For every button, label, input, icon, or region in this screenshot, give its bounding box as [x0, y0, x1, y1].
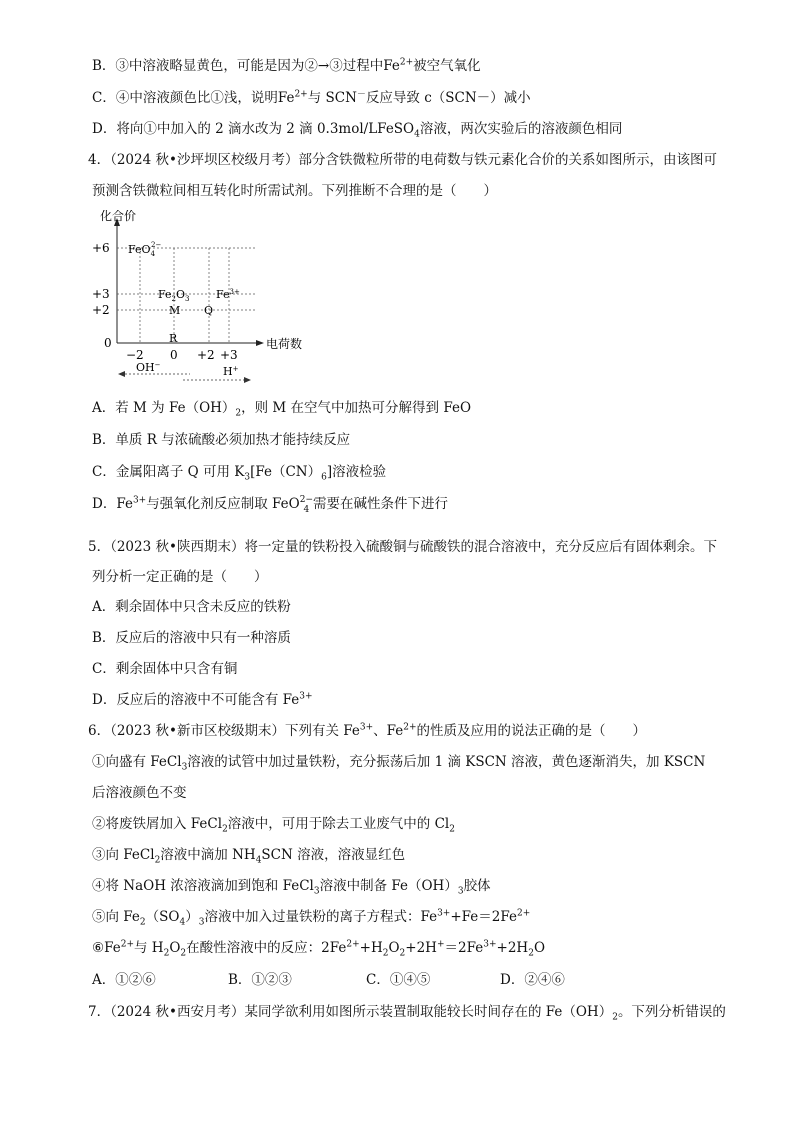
sup: 2+ — [294, 89, 308, 100]
sup: 2− — [299, 494, 313, 505]
sup: 3+ — [359, 722, 374, 733]
oh-label — [136, 361, 161, 374]
sup: 2+ — [346, 939, 360, 950]
q6-statement-5 — [92, 907, 530, 927]
sub: 2 — [222, 824, 228, 835]
q4-option-d-mid: 与强氧化剂反应制取 — [146, 496, 268, 512]
sup: + — [436, 939, 445, 950]
feo4-label: FeO — [128, 243, 151, 256]
sub: 2 — [139, 917, 146, 928]
sub: 3 — [457, 886, 464, 897]
sub: 2 — [612, 1012, 618, 1023]
q6-stem-c: 的性质及应用的说法正确的是（ ） — [416, 723, 647, 739]
y-tick-2: +2 — [92, 303, 110, 317]
s6d: 在酸性溶液中的反应：2Fe — [186, 940, 347, 956]
x-tick-plus2: +2 — [197, 348, 215, 362]
q6-statement-2 — [92, 814, 455, 834]
point-fe3 — [216, 288, 240, 301]
q4-option-d — [92, 494, 448, 515]
q4-option-c-tail: ]溶液检验 — [326, 464, 387, 480]
q6-statement-1 — [92, 752, 705, 772]
q3-option-c-text: C．④中溶液颜色比①浅，说明Fe — [92, 90, 295, 106]
s6e: +H — [359, 940, 383, 956]
valence-charge-diagram — [90, 210, 330, 385]
s1a: ①向盛有 FeCl — [92, 754, 182, 770]
q6-statement-4 — [92, 876, 491, 896]
sub: 2 — [382, 948, 389, 959]
sub: 3 — [185, 295, 190, 303]
q4-option-c — [92, 462, 386, 482]
h-label — [223, 365, 239, 378]
h-arrow-head — [244, 377, 251, 383]
q3-option-c-tail: 反应导致 c（SCN－）减小 — [365, 90, 531, 106]
q5-option-a: A．剩余固体中只含未反应的铁粉 — [92, 599, 291, 615]
sup: 2− — [151, 241, 162, 249]
fe2o3-fe: Fe — [158, 288, 172, 301]
x-axis-arrow — [256, 340, 264, 346]
sub: 2 — [171, 295, 177, 303]
q6-stem — [88, 721, 646, 741]
q6-statement-6 — [92, 938, 545, 958]
q4-option-a — [92, 398, 471, 418]
sub: 3 — [244, 472, 251, 483]
h-text: H — [223, 365, 233, 378]
sub: 3 — [181, 762, 188, 773]
sub: 2 — [180, 948, 187, 959]
oh-text: OH — [136, 361, 155, 374]
sup: － — [356, 89, 366, 100]
q4-option-c-mid: [Fe（CN） — [250, 464, 322, 480]
sup: + — [232, 365, 239, 373]
q3-option-b-tail: 被空气氧化 — [413, 58, 481, 74]
q5-stem-line1: 5．（2023 秋•陕西期末）将一定量的铁粉投入硫酸铜与硫酸铁的混合溶液中，充分反应后有固体剩余。下 — [88, 539, 717, 555]
q3-option-c-mid: 与 SCN — [307, 90, 357, 106]
sub: 2 — [399, 948, 406, 959]
q4-option-c-text: C．金属阳离子 Q 可用 K — [92, 464, 245, 480]
sub: 4 — [179, 917, 186, 928]
fe2o3-o: O — [176, 288, 186, 301]
s6f: O — [388, 940, 400, 956]
sub: 2 — [154, 855, 161, 866]
s6h: ＝2Fe — [444, 940, 484, 956]
y-tick-0: 0 — [104, 336, 112, 350]
sup: − — [154, 361, 161, 369]
s3b: 溶液中滴加 NH — [160, 847, 256, 863]
q6-statement-3 — [92, 845, 405, 865]
s4b: 溶液中制备 Fe（OH） — [319, 878, 458, 894]
sup: 2+ — [399, 57, 414, 68]
s5c: ） — [185, 909, 199, 925]
fe3-label: Fe — [216, 288, 230, 301]
sup: 3+ — [132, 495, 147, 506]
y-tick-3: +3 — [92, 287, 110, 301]
q4-stem-line1: 4．（2024 秋•沙坪坝区校级月考）部分含铁微粒所带的电荷数与铁元素化合价的关系如图所示，由该图可 — [88, 152, 717, 168]
q5-stem-line2: 列分析一定正确的是（ ） — [92, 569, 268, 585]
s2a: ②将废铁屑加入 FeCl — [92, 816, 223, 832]
q5-option-b: B．反应后的溶液中只有一种溶质 — [92, 630, 291, 646]
s6j: O — [533, 940, 546, 956]
point-m: M — [169, 304, 181, 317]
q4-option-b: B．单质 R 与浓硫酸必须加热才能持续反应 — [92, 432, 351, 448]
s4c: 胶体 — [463, 878, 491, 894]
q3-option-d-tail: 溶液，两次实验后的溶液颜色相同 — [419, 121, 623, 137]
s5b: （SO — [145, 909, 180, 925]
x-tick-plus3: +3 — [220, 348, 238, 362]
frac — [300, 495, 313, 515]
s2b: 溶液中，可用于除去工业废气中的 Cl — [227, 816, 450, 832]
q5-option-d — [92, 690, 313, 710]
oh-arrow-head — [118, 371, 125, 377]
q6-statement-1-cont: 后溶液颜色不变 — [92, 785, 187, 801]
q6-stem-a: 6．（2023 秋•新市区校级期末）下列有关 Fe — [88, 723, 360, 739]
sup: 3+ — [437, 908, 451, 919]
y-tick-6: +6 — [92, 241, 110, 255]
s5a: ⑤向 Fe — [92, 909, 140, 925]
s3c: SCN 溶液，溶液显红色 — [261, 847, 406, 863]
q6-choice-d: D．②④⑥ — [500, 972, 565, 988]
sup: 2+ — [517, 908, 531, 919]
x-axis-label: 电荷数 — [266, 337, 303, 351]
sub: 3 — [198, 917, 205, 928]
sub: 2 — [528, 948, 534, 959]
point-feo4 — [128, 241, 161, 258]
q6-choice-a: A．①②⑥ — [92, 972, 156, 988]
point-q: Q — [204, 304, 214, 317]
x-tick-minus2: −2 — [126, 348, 144, 362]
q6-choices — [92, 970, 565, 990]
q6-choice-b: B．①②③ — [228, 972, 292, 988]
sup: 2+ — [120, 939, 135, 950]
sup: 3+ — [299, 691, 313, 702]
s6b: 与 H — [134, 940, 164, 956]
y-axis-label: 化合价 — [100, 210, 137, 223]
sup: 3+ — [229, 288, 240, 296]
sub: 2 — [235, 408, 242, 419]
sup: 2+ — [403, 722, 417, 733]
q7-stem-a: 7．（2024 秋•西安月考）某同学欲利用如图所示装置制取能较长时间存在的 Fe（OH） — [88, 1004, 613, 1020]
s1b: 溶液的试管中加过量铁粉，充分振荡后加 1 滴 KSCN 溶液，黄色逐渐消失，加 KSCN — [187, 754, 706, 770]
q3-option-b-text: B．③中溶液略显黄色，可能是因为②→③过程中Fe — [92, 58, 400, 74]
s5d: 溶液中加入过量铁粉的离子方程式：Fe — [204, 909, 438, 925]
s6a: ⑥Fe — [92, 940, 121, 956]
q4-option-a-text: A．若 M 为 Fe（OH） — [92, 400, 236, 416]
s5e: +Fe＝2Fe — [450, 909, 517, 925]
sup: 3+ — [483, 939, 497, 950]
sub: 4 — [414, 129, 420, 140]
point-r: R — [169, 332, 178, 345]
sub: 6 — [321, 472, 327, 483]
q7-stem — [88, 1002, 726, 1022]
q4-option-d-tail: 需要在碱性条件下进行 — [313, 496, 448, 512]
sub: 4 — [150, 250, 156, 258]
x-tick-0: 0 — [170, 348, 178, 362]
sub: 2 — [163, 948, 170, 959]
q3-option-d — [92, 119, 622, 139]
q5-option-d-text: D．反应后的溶液中不可能含有 Fe — [92, 692, 300, 708]
q3-option-b — [92, 56, 481, 76]
q4-stem-line2: 预测含铁微粒间相互转化时所需试剂。下列推断不合理的是（ ） — [92, 183, 497, 199]
s6i: +2H — [496, 940, 529, 956]
sub: 4 — [303, 504, 310, 515]
q5-option-c: C．剩余固体中只含有铜 — [92, 661, 238, 677]
q3-option-c — [92, 88, 531, 108]
s6g: +2H — [405, 940, 437, 956]
feo4-formula: FeO — [272, 496, 300, 512]
sub: 4 — [255, 855, 262, 866]
q4-option-a-tail: ，则 M 在空气中加热可分解得到 FeO — [241, 400, 472, 416]
s6c: O — [169, 940, 181, 956]
q7-stem-b: 。下列分析错误的 — [617, 1004, 726, 1020]
sub: 3 — [313, 886, 320, 897]
point-fe2o3 — [158, 288, 190, 303]
s4a: ④将 NaOH 浓溶液滴加到饱和 FeCl — [92, 878, 314, 894]
s3a: ③向 FeCl — [92, 847, 155, 863]
q3-option-d-text: D．将向①中加入的 2 滴水改为 2 滴 0.3mol/LFeSO — [92, 121, 415, 137]
q4-option-d-text: D．Fe — [92, 496, 133, 512]
sub: 2 — [449, 824, 455, 835]
q6-stem-b: 、Fe — [373, 723, 404, 739]
q6-choice-c: C．①④⑤ — [366, 972, 431, 988]
